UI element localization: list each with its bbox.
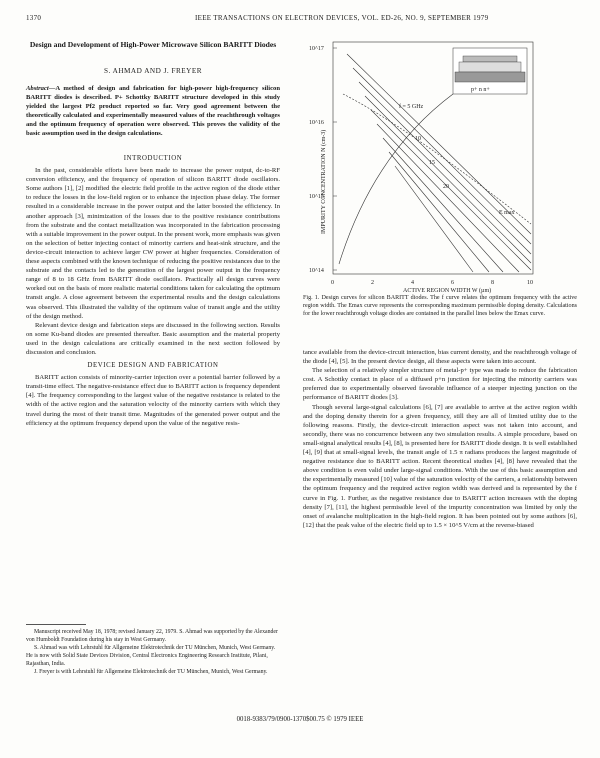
emax-curve <box>343 94 531 224</box>
design-line <box>371 110 531 270</box>
x-tick-label: 6 <box>451 280 454 286</box>
design-line <box>353 68 531 244</box>
y-axis-label: IMPURITY CONCENTRATION N (cm-3) <box>321 129 327 234</box>
curve-label: 10 <box>415 136 421 142</box>
curve-label: E max <box>499 210 515 216</box>
x-tick-label: 4 <box>411 280 414 286</box>
footnotes <box>26 628 280 677</box>
device-inset <box>453 48 527 94</box>
y-tick-label: 10^17 <box>309 46 324 52</box>
caption-text: Design curves for silicon BARITT diodes. The f curve relates the optimum frequency with the active region width. The Emax curve represents the corresponding maximum permissible doping density. Calculations for the lower reachthrough voltage diodes are contained in the parallel lines below the Emax curve. <box>303 295 578 318</box>
right-column <box>303 348 577 530</box>
y-tick-label: 10^16 <box>309 120 324 126</box>
design-curve-plot <box>303 34 577 294</box>
curve-label: 20 <box>443 184 449 190</box>
x-tick-label: 10 <box>527 280 533 286</box>
x-axis <box>331 280 533 294</box>
design-line <box>395 166 473 272</box>
x-tick-label: 0 <box>331 280 334 286</box>
figure-1 <box>303 34 577 294</box>
running-header <box>0 14 600 28</box>
copyright-line: 0018-9383/79/0900-1370$00.75 © 1979 IEEE <box>236 716 364 723</box>
abstract-label: Abstract <box>26 85 49 92</box>
design-heading: DEVICE DESIGN AND FABRICATION <box>87 362 219 370</box>
curve-label: 15 <box>429 160 435 166</box>
curve-label: f = 5 GHz <box>399 104 424 110</box>
intro-paragraph-1: In the past, considerable efforts have been made to increase the power output, dc-to-RF conversion efficiency, and the frequency of operation of silicon BARITT diode oscillators. Some authors [1], [2] modified the electric field profile in the active region of the diode either to reduce the losses in the low-field region or to enhance the injection phase delay. The former resulted in a considerable increase in the power output and the latter boosted the efficiency. In another approach [3], minimization of the losses due to the positive resistance contributions from the substrate and the contact metallization was incorporated in the fabrication processing with a suitable improvement in the power output. In the present work, more emphasis was given on the selection of better injecting contact of minority carriers and heat-sink structure, and the device-circuit interaction to achieve larger CW power at higher frequencies. Consideration of these aspects combined with the known technique of reducing the positive resistances due to the substrate and the contacts led to the generation of the largest power output in the frequency range of 8 to 18 GHz from BARITT diode oscillators. Practically all design curves were worked out on the basis of more realistic material conditions taken for calculating the optimum transit angle. A close agreement between the experimental results and the design calculations was observed. This illustrated the validity of the optimum value of transit angle and the utility of the design method. <box>26 167 280 320</box>
design-line <box>383 138 503 272</box>
y-tick-label: 10^14 <box>309 268 324 274</box>
page-number: 1370 <box>26 14 42 22</box>
y-tick-label: 10^15 <box>309 194 324 200</box>
design-line <box>359 82 531 254</box>
curve-labels <box>399 103 515 216</box>
design-paragraph-1: BARITT action consists of minority-carrier injection over a potential barrier followed by a transit-time effect. The negative-resistance effect due to BARITT action is frequency dependent [4]. The frequency corresponding to the largest value of the negative resistance is related to the width of the active region and the saturation velocity of the minority carriers with which they travel during the most of their transit time. Magnitudes of the generated power output and the efficiency at the optimum frequency depend upon the value of the negative resis- <box>26 374 280 427</box>
intro-paragraph-2: Relevant device design and fabrication steps are discussed in the following section. Results on some Ku-band diodes are presented thereafter. Basic assumption and the material property used in the design calculations are critically examined in the next section followed by discussion and conclusion. <box>26 321 280 356</box>
right-paragraph-3: Though several large-signal calculations [6], [7] are available to arrive at the active region width and the doping density therein for a given frequency, still they are all of limited utility due to the following reasons. Firstly, the device-circuit interaction aspect was not taken into account, and secondly, there was no concurrence between any two simulation results. A simple procedure, based on small-signal analytical results [4], [8], is presented here for BARITT diode design. It is well established [4], [9] that at small-signal levels, the transit angle of 1.5 π radians produces the largest magnitude of negative resistance due to BARITT action. Recent theoretical studies [4], [8] have revealed that the above condition is even valid under large-signal conditions. With the use of this basic assumption and the experimentally measured [10] value of the saturation velocity of the carriers, a relationship between the optimum frequency and the required active region width was derived and is represented by the f curve in Fig. 1. Further, as the negative resistance due to BARITT action increases with the doping density [7], [11], the highest permissible level of the impurity concentration was limited by only the onset of avalanche multiplication in the high-field region. It has been pointed out by some authors [6], [12] that the peak value of the electric field up to 1.5 × 10^5 V/cm at the reverse-biased <box>303 403 577 529</box>
intro-heading: INTRODUCTION <box>123 155 183 162</box>
journal-title: IEEE TRANSACTIONS ON ELECTRON DEVICES, VOL. ED-26, NO. 9, SEPTEMBER 1979 <box>195 14 489 22</box>
x-axis-label: ACTIVE REGION WIDTH W (µm) <box>403 288 492 294</box>
footnote-1: Manuscript received May 18, 1978; revised January 22, 1979. S. Ahmad was supported by the Alexander von Humboldt Foundation during his stay in West Germany. <box>26 629 278 644</box>
left-column <box>26 150 280 428</box>
right-paragraph-2: The selection of a relatively simpler structure of metal-p+ type was made to reduce the fabrication cost. A Schottky contact in place of a diffused p+n junction for injecting the minority carriers was preferred due to experimentally observed favorable influence of a steeper injecting junction on the performance of BARITT diodes [3]. <box>303 367 577 402</box>
abstract-text: —A method of design and fabrication for high-power high-frequency silicon BARITT diodes is described. P+ Schottky BARITT structure developed in this study yielded the largest Pf2 product reported so far. Very good agreement between the theoretically calculated and experimentally measured values of the reachthrough voltages and the optimum frequency of operation were observed. This proves the validity of the basic assumption used in the design calculations. <box>26 85 280 138</box>
footnote-3: J. Freyer is with Lehrstuhl für Allgemeine Elektrotechnik der TU München, Munich, West Germany. <box>34 669 268 676</box>
paper-authors: S. AHMAD AND J. FREYER <box>103 67 203 75</box>
caption-label: Fig. 1. <box>303 295 320 301</box>
design-line <box>389 152 489 272</box>
inset-label: p+ n n+ <box>471 87 490 93</box>
frequency-curve <box>339 94 453 264</box>
footnote-rule <box>26 624 86 625</box>
x-tick-label: 2 <box>371 280 374 286</box>
paper-title: Design and Development of High-Power Microwave Silicon BARITT Diodes <box>29 40 277 49</box>
x-tick-label: 8 <box>491 280 494 286</box>
footnote-2: S. Ahmad was with Lehrstuhl für Allgemeine Elektrotechnik der TU München, Munich, West Germany. He is now with Solid State Devices Division, Central Electronics Engineering Research Institute, Pilani, Rajasthan, India. <box>26 645 276 668</box>
abstract <box>26 84 280 139</box>
right-paragraph-1: tance available from the device-circuit interaction, bias current density, and the reachthrough voltage of the diode [4], [5]. In the present device design, all these aspects were taken into account. <box>303 349 577 366</box>
figure-caption <box>303 294 577 319</box>
